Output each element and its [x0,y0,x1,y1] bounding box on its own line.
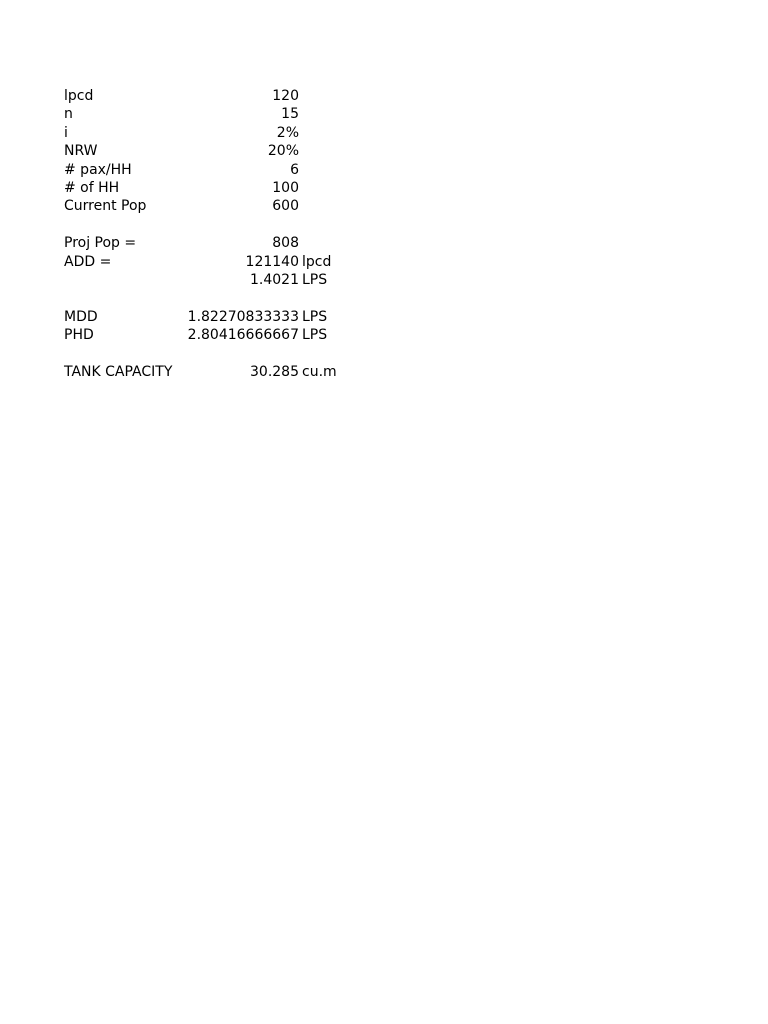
cell-label: ADD = [64,253,112,270]
cell-unit [299,124,302,142]
cell-value: 1.82270833333 [187,308,299,325]
cell-label: # of HH [64,179,120,196]
cell-value: 808 [272,235,299,252]
cell-value: 30.285 [250,363,299,380]
cell-value: 120 [272,88,299,104]
row-phd [64,326,364,344]
cell-unit: cu.m [302,363,337,380]
cell-label: TANK CAPACITY [64,363,173,380]
cell-unit [299,179,302,197]
cell-value: 20% [267,143,299,160]
cell-label: Current Pop [64,198,147,215]
cell-value: 1.4021 [250,271,299,288]
cell-value [184,344,299,362]
cell-label: NRW [64,143,98,160]
cell-label: lpcd [64,88,94,104]
cell-unit [299,142,302,160]
row-num-hh [64,179,364,197]
cell-unit [299,234,302,252]
row-blank [64,289,364,307]
cell-unit: lpcd [302,253,332,270]
cell-label [64,271,184,289]
spreadsheet-sheet [64,87,364,381]
cell-unit [299,197,302,215]
cell-unit: LPS [302,308,328,325]
cell-label: Proj Pop = [64,235,137,252]
row-n [64,105,364,123]
cell-label: n [64,106,73,123]
cell-unit [299,161,302,179]
cell-value: 2.80416666667 [187,327,299,344]
cell-unit [299,289,302,307]
cell-label: i [64,124,68,141]
row-tank-capacity [64,363,364,381]
cell-unit: LPS [302,271,328,288]
row-add-lps [64,271,364,289]
cell-value: 600 [272,198,299,215]
cell-unit [299,216,302,234]
row-blank [64,344,364,362]
row-current-pop [64,197,364,215]
cell-value: 15 [281,106,299,123]
row-pax-per-hh [64,161,364,179]
row-lpcd [64,87,364,105]
cell-label [64,289,184,307]
cell-value: 121140 [245,253,299,270]
cell-value [184,289,299,307]
cell-label: PHD [64,327,94,344]
cell-label: # pax/HH [64,161,132,178]
cell-label [64,216,184,234]
row-blank [64,216,364,234]
cell-value [184,216,299,234]
cell-label [64,344,184,362]
cell-unit [299,344,302,362]
cell-value: 6 [290,161,299,178]
cell-unit: LPS [302,327,328,344]
cell-value: 100 [272,179,299,196]
cell-unit [299,87,302,105]
row-nrw [64,142,364,160]
row-add [64,253,364,271]
cell-unit [299,105,302,123]
row-proj-pop [64,234,364,252]
cell-value: 2% [276,124,299,141]
row-i [64,124,364,142]
cell-label: MDD [64,308,98,325]
row-mdd [64,308,364,326]
